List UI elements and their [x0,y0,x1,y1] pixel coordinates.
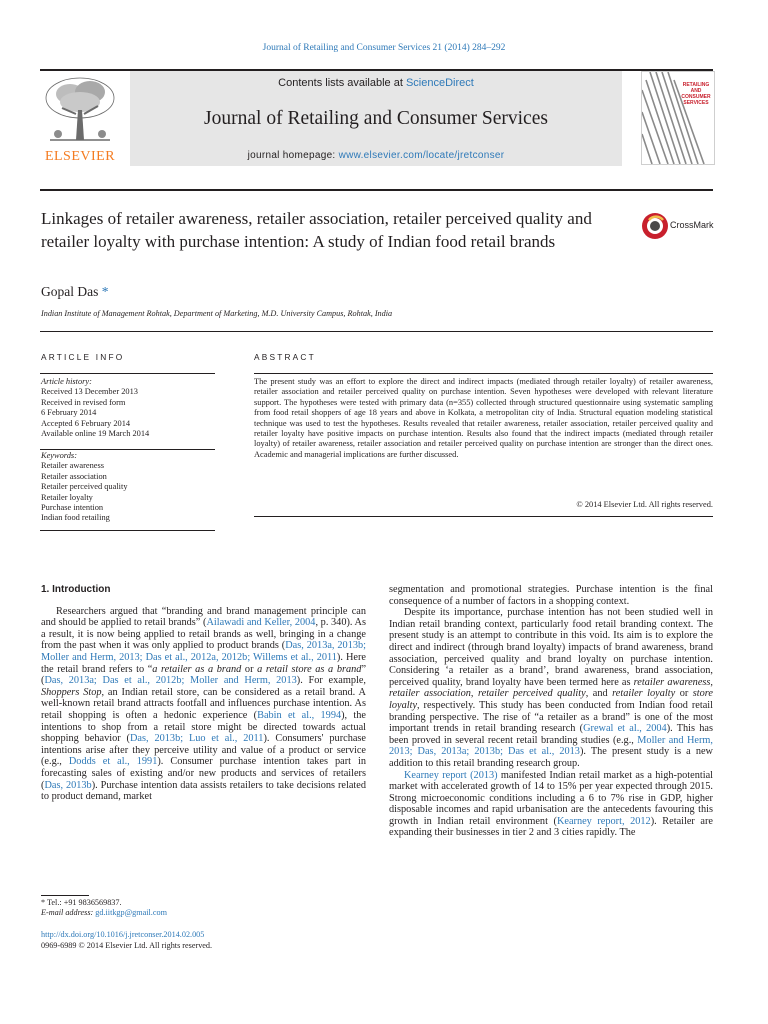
italic-run: Shoppers Stop [41,686,102,698]
italic-run: retailer awareness [633,676,711,688]
citation-link[interactable]: Moller and Herm, 2013; Das, 2013a; 2013b; Das et al., 2013 [389,734,713,758]
italic-run: a retail store as a brand [257,663,362,675]
text-run: , p. 340). As a result, it is now being applied to retail brands as well, bringing in a change from the past when it was only applied to product brands ( [41,617,366,652]
history-item: Received in revised form [41,397,126,407]
history-item: Available online 19 March 2014 [41,429,150,439]
text-run: ” ( [41,663,367,687]
email-link[interactable]: gd.iitkgp@gmail.com [95,908,167,917]
history-item: Received 13 December 2013 [41,387,138,397]
author-text[interactable]: Gopal Das [41,284,99,299]
citation-link[interactable]: Kearney report (2013) [404,769,498,781]
abstract-rule [254,373,713,374]
text-run: , respectively. This study has been conducted from Indian food retail branding perspective. The rise of “a retailer as a brand” is one of the most important trends in retail branding research ( [389,699,713,735]
body-column-right [389,584,713,839]
homepage-prefix: journal homepage: [247,150,339,161]
author-affiliation: Indian Institute of Management Rohtak, Department of Marketing, M.D. University Campus, Rohtak, India [41,309,393,318]
text-run: ). The present study is a new addition to this retail branding research group. [389,746,713,769]
citation-link[interactable]: Grewal et al., 2004 [583,723,667,735]
abstract-heading: ABSTRACT [254,352,316,362]
citation-link[interactable]: Das, 2013a, 2013b; Moller and Herm, 2013; Das et al., 2012a, 2012b; Willems et al., 2011 [41,640,367,663]
contents-prefix: Contents lists available at [278,77,406,89]
contents-line [130,77,622,89]
journal-title: Journal of Retailing and Consumer Services [204,108,548,129]
text-run: ). Consumer purchase intention takes part in forecasting sales of existing and/or new products and services of retailers ( [41,756,366,791]
keyword-item: Retailer perceived quality [41,482,128,492]
article-info-heading: ARTICLE INFO [41,352,125,362]
italic-run: retailer association [389,688,471,700]
homepage-link[interactable]: www.elsevier.com/locate/jretconser [338,150,505,161]
history-item: 6 February 2014 [41,408,97,418]
author-name [41,284,109,300]
intro-paragraph-2 [389,607,713,769]
footnote-rule [41,895,89,896]
citation-link[interactable]: Das, 2013b [44,779,92,791]
history-item: Accepted 6 February 2014 [41,418,131,428]
text-run: , [710,676,713,688]
text-run: or [675,688,693,700]
text-run: ), the intentions to shop from a retail store might be directed towards actual shopping behavior ( [41,709,366,745]
italic-run: a retailer as a brand [152,663,242,675]
article-history [41,377,213,439]
intro-paragraph-1 [41,606,366,803]
keyword-item: Indian food retailing [41,513,110,523]
citation-link[interactable]: Dodds et al., 1991 [68,756,158,768]
citation-link[interactable]: Das, 2013a; Das et al., 2012b; Moller and Herm, 2013 [44,675,297,687]
header-bottom-rule [40,189,713,191]
text-run: ). Purchase intention data assists retailers to take decisions related to product demand, market [41,779,366,803]
email-label: E-mail address: [41,908,96,917]
keyword-item: Retailer loyalty [41,492,93,502]
intro-paragraph-1-continued: segmentation and promotional strategies. Purchase intention is the final consequence of a number of factors in a shopping context. [389,584,713,607]
text-run: ). Consumers' purchase intentions arise after they perceive utility and value of a product or service (e.g., [41,733,366,768]
citation-link[interactable]: Kearney report, 2012 [556,815,651,827]
italic-run: store loyalty [389,688,713,711]
article-title: Linkages of retailer awareness, retailer association, retailer perceived quality and retailer loyalty with purchase intention: A study of Indian food retail brands [41,209,592,251]
footnote-telephone: * Tel.: +91 9836569837. [41,898,122,907]
text-run: Researchers argued that “branding and brand management principle can and should be applied to retail brands” ( [41,605,366,629]
text-run: ). This has been proved in several recent retail branding studies (e.g., [389,723,713,746]
text-run: ). Retailer are expanding their businesses in tier 2 and 3 cities rapidly. The [389,815,713,839]
elsevier-wordmark: ELSEVIER [44,149,116,164]
text-run: or [241,663,258,675]
crossmark-label: CrossMark [670,220,714,230]
italic-run: retailer perceived quality [478,688,586,700]
text-run: , an Indian retail store, can be considered as a retail brand. A well-known retail brand attracts footfall and influences purchase intention. As retail shopping is often a hedonic experience ( [41,686,366,721]
intro-paragraph-3 [389,770,713,840]
keyword-item: Purchase intention [41,503,104,513]
keyword-item: Retailer association [41,471,107,481]
issn-copyright: 0969-6989 © 2014 Elsevier Ltd. All rights reserved. [41,941,213,950]
italic-run: retailer loyalty [612,688,676,700]
citation-link[interactable]: Das, 2013b; Luo et al., 2011 [130,733,264,745]
keywords-list [41,451,213,524]
article-info-rule [40,373,215,374]
abstract-copyright: © 2014 Elsevier Ltd. All rights reserved. [576,500,713,509]
abstract-bottom-rule [254,516,713,517]
title-section-rule [40,331,713,332]
cover-title: RETAILING AND CONSUMER SERVICES [681,82,711,106]
introduction-heading: 1. Introduction [41,584,111,595]
text-run: ). Here the retail brand refers to “ [41,651,366,675]
text-run: Despite its importance, purchase intention has not been studied well in Indian retail branding context, particularly food retail branding context. The present study is an attempt to contribute in this void. Its aim is to explore the direct and indirect (through brand loyalty) impacts of brand awareness, brand association, perceived quality and brand loyalty on purchase intention. Considering ‘a retailer as a brand’, brand awareness, brand association, perceived quality, brand loyalty have been termed here as [389,607,713,688]
keyword-item: Retailer awareness [41,461,105,471]
text-run: manifested Indian retail market as a high-potential market with accelerated growth of 14 to 15% per year expected through 2015. Strong microeconomic conditions including a 6 to 7% rise in GDP, higher disposable incomes and rapid urbanisation are the antecedents favouring this growth in Indian retail environment ( [389,769,714,827]
doi-link[interactable]: http://dx.doi.org/10.1016/j.jretconser.2014.02.005 [41,930,205,939]
abstract-text: The present study was an effort to explore the direct and indirect impacts (mediated through retailer loyalty) of retailer awareness, retailer association and retailer perceived quality on purchase intention. Seven hypotheses were developed with relevant literature support. The hypotheses were tested with primary data (n=355) collected through structured questionnaire using systematic sampling from food retail shoppers of age 18 years and above in Kolkata, a metropolitan city of India. Structural equation modeling statistical technique was used to test the hypotheses. Results revealed that retailer awareness, retailer association, retailer perceived quality and retailer loyalty have positive impacts on purchase intention. Results also found that the indirect impacts (mediated through retailer loyalty) of retailer awareness, retailer association and retailer perceived quality on purchase intention are stronger than the direct ones. Academic and managerial implications are further discussed. [254,377,713,459]
body-column-left [41,584,366,803]
citation-link[interactable]: Babin et al., 1994 [257,709,342,721]
text-run: ). For example, [296,675,366,687]
crossmark-badge[interactable] [641,211,715,241]
text-run: , [470,688,478,700]
history-keywords-rule [40,449,215,450]
journal-citation[interactable]: Journal of Retailing and Consumer Services 21 (2014) 284–292 [262,43,506,53]
sciencedirect-link[interactable]: ScienceDirect [405,77,474,89]
keywords-label: Keywords: [41,451,77,460]
citation-link[interactable]: Ailawadi and Keller, 2004 [206,617,316,629]
text-run: , and [585,688,613,700]
footnote-email [41,908,167,918]
article-info-bottom-rule [40,530,215,531]
author-footnote-mark[interactable]: * [101,284,109,299]
journal-homepage [130,150,622,161]
history-label: Article history: [41,377,92,386]
